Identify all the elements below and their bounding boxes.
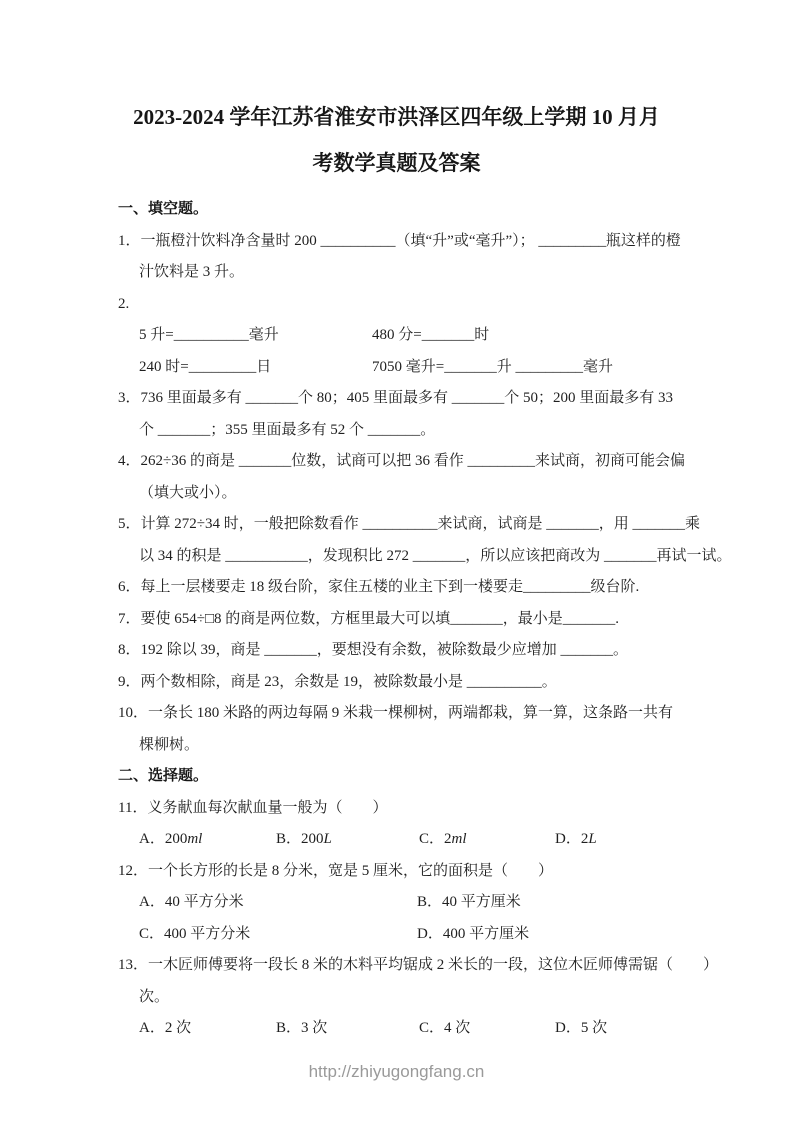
option-a-unit: ml xyxy=(187,831,203,847)
conversion-240h-to-days: 240 时=_________日 xyxy=(139,358,272,375)
question-13-option-a: A．2 次 xyxy=(139,1020,192,1036)
conversion-480min-to-h: 480 分=_______时 xyxy=(372,327,490,343)
question-13-option-b: B．3 次 xyxy=(276,1020,328,1036)
option-d-text: D．2 xyxy=(555,831,589,847)
question-12-option-b: B．40 平方厘米 xyxy=(417,894,521,910)
question-2-number: 2. xyxy=(118,295,130,312)
question-3-line-1: 3．736 里面最多有 _______个 80；405 里面最多有 _______个 50；200 里面最多有 33 xyxy=(118,390,674,406)
question-6: 6．每上一层楼要走 18 级台阶，家住五楼的业主下到一楼要走_________级台阶. xyxy=(118,579,640,595)
question-12-option-a: A．40 平方分米 xyxy=(139,894,244,910)
question-10-line-1: 10．一条长 180 米路的两边每隔 9 米栽一棵柳树，两端都栽，算一算，这条路一共有 xyxy=(118,705,674,721)
document-title xyxy=(0,94,793,186)
question-2-conversion-row-2 xyxy=(118,352,687,384)
question-11-option-c xyxy=(419,824,555,856)
exam-body xyxy=(0,186,793,1045)
conversion-7050ml-to-l-ml: 7050 毫升=_______升 _________毫升 xyxy=(372,358,613,375)
question-1-line-2: 汁饮料是 3 升。 xyxy=(139,264,245,280)
question-1-line-1: 1．一瓶橙汁饮料净含量时 200 __________（填“升”或“毫升”）； _________瓶这样的橙 xyxy=(118,232,681,249)
question-2-conversion-row-1 xyxy=(118,320,687,352)
question-12-options-row-2 xyxy=(118,919,687,951)
question-11-options xyxy=(118,824,687,856)
document-title-line-2: 考数学真题及答案 xyxy=(312,151,481,175)
question-13-option-d: D．5 次 xyxy=(555,1020,608,1036)
question-12-options-row-1 xyxy=(118,887,687,919)
question-13-line-2: 次。 xyxy=(139,988,170,1005)
conversion-5l-to-ml: 5 升=__________毫升 xyxy=(139,327,279,343)
option-b-text: B．200 xyxy=(276,831,324,847)
question-5-line-1: 5．计算 272÷34 时，一般把除数看作 __________来试商，试商是 _______，用 _______乘 xyxy=(118,516,700,532)
document-title-line-1: 2023-2024 学年江苏省淮安市洪泽区四年级上学期 10 月月 xyxy=(133,105,660,129)
question-7: 7．要使 654÷□8 的商是两位数，方框里最大可以填_______，最小是_______. xyxy=(118,610,620,627)
question-4-line-2: （填大或小）。 xyxy=(139,484,237,501)
question-11-option-b xyxy=(276,824,419,856)
question-12-option-d: D．400 平方厘米 xyxy=(417,925,530,942)
question-3-line-2: 个 _______；355 里面最多有 52 个 _______。 xyxy=(139,421,436,438)
question-13-line-1: 13．一木匠师傅要将一段长 8 米的木料平均锯成 2 米长的一段，这位木匠师傅需锯（ ） xyxy=(118,957,719,973)
watermark-url: http://zhiyugongfang.cn xyxy=(308,1062,485,1081)
question-5-line-2: 以 34 的积是 ___________，发现积比 272 _______，所以应该把商改为 _______再试一试。 xyxy=(139,547,732,564)
section-header-fill-in: 一、填空题。 xyxy=(118,201,209,217)
option-b-unit: L xyxy=(323,831,332,847)
question-11: 11．义务献血每次献血量一般为（ ） xyxy=(118,799,388,816)
question-8: 8．192 除以 39，商是 _______，要想没有余数，被除数最少应增加 _______。 xyxy=(118,642,629,658)
option-d-unit: L xyxy=(588,831,597,847)
question-12-option-c: C．400 平方分米 xyxy=(139,925,251,942)
question-11-option-d xyxy=(555,824,687,856)
section-header-multiple-choice: 二、选择题。 xyxy=(118,768,209,784)
question-9: 9．两个数相除，商是 23，余数是 19，被除数最小是 __________。 xyxy=(118,673,557,690)
question-10-line-2: 棵柳树。 xyxy=(139,736,200,753)
question-13-options xyxy=(118,1013,687,1045)
question-13-option-c: C．4 次 xyxy=(419,1020,471,1036)
option-a-text: A．200 xyxy=(139,831,188,847)
question-12: 12．一个长方形的长是 8 分米，宽是 5 厘米，它的面积是（ ） xyxy=(118,862,554,879)
question-4-line-1: 4．262÷36 的商是 _______位数，试商可以把 36 看作 _________来试商，初商可能会偏 xyxy=(118,453,685,469)
question-11-option-a xyxy=(139,824,276,856)
option-c-unit: ml xyxy=(451,831,467,847)
option-c-text: C．2 xyxy=(419,831,452,847)
